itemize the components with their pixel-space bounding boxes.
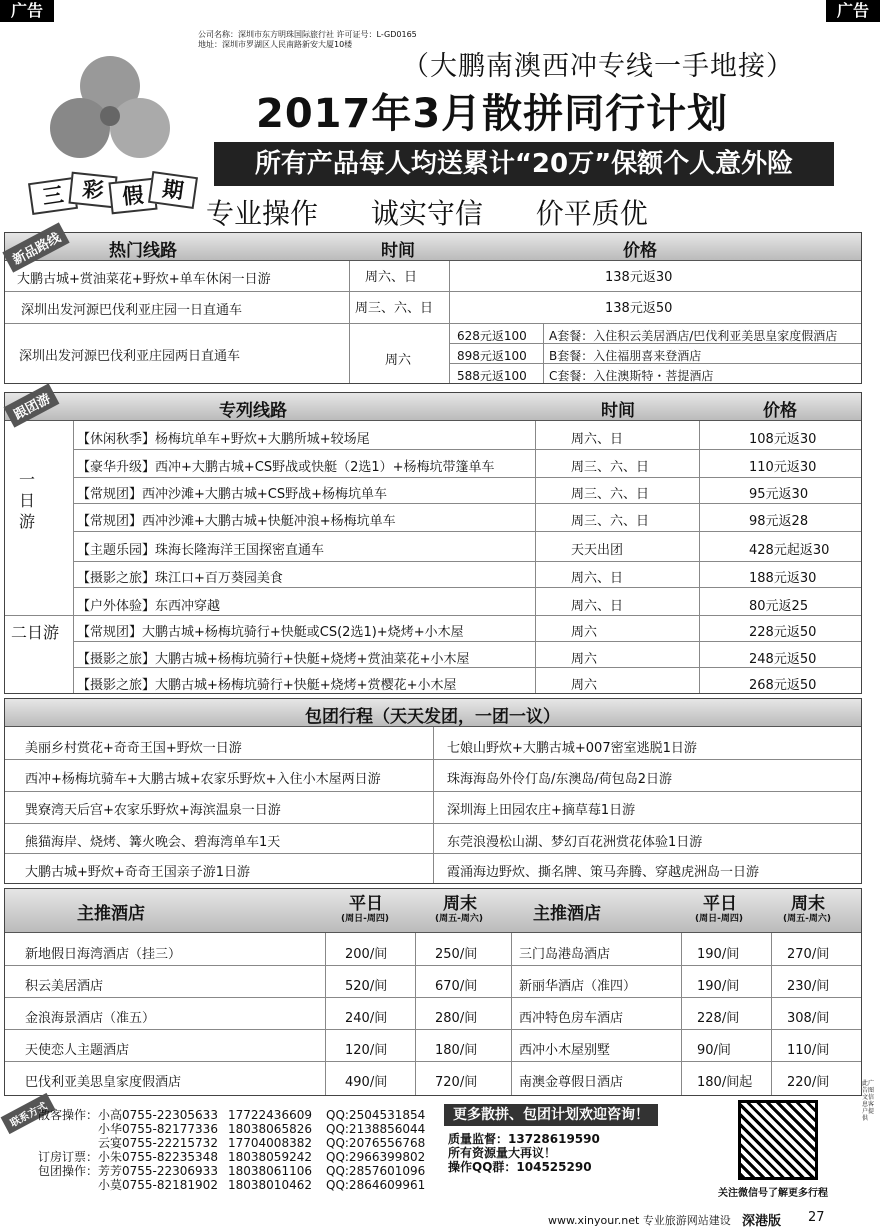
route-name: 【摄影之旅】大鹏古城+杨梅坑骑行+快艇+烧烤+赏油菜花+小木屋 [77, 652, 470, 667]
company-name: 公司名称：深圳市东方明珠国际旅行社 许可证号：L-GD0165 [198, 30, 417, 39]
table-header [5, 393, 861, 421]
route-time: 周六、日 [571, 599, 624, 614]
contact-mobile: 18038010462 [228, 1178, 312, 1192]
route-price: 98元返28 [749, 514, 809, 529]
contact-name: 散客操作：小高0755-22305633 [38, 1108, 218, 1122]
two-day-label: 二日游 [11, 623, 60, 642]
hotel-header-left: 主推酒店 [77, 904, 145, 924]
contact-name: 小莫0755-82181902 [98, 1178, 218, 1192]
weekend-sub: (周五-周六) [435, 914, 483, 924]
hotel-name: 南澳金尊假日酒店 [519, 1075, 624, 1090]
contact-mobile: 17704008382 [228, 1136, 312, 1150]
hotel-name: 新丽华酒店（准四） [519, 979, 637, 994]
route-time: 周三、六、日 [571, 460, 650, 475]
weekend-sub: (周五-周六) [783, 914, 831, 924]
route-name: 大鹏古城+赏油菜花+野炊+单车休闲一日游 [17, 272, 271, 287]
group-tour-tab: 跟团游 [4, 383, 60, 427]
col-header: 价格 [623, 241, 657, 261]
hotel-name: 西冲特色房车酒店 [519, 1011, 624, 1026]
side-note: 此广告图文信息客户提供 [862, 1080, 875, 1122]
new-routes-tab: 新品路线 [2, 222, 69, 272]
new-routes-table [4, 232, 862, 384]
route-time: 天天出团 [571, 543, 624, 558]
hotel-weekday: 190/间 [697, 947, 740, 962]
route-time: 周六、日 [571, 432, 624, 447]
route-time: 周六、日 [571, 571, 624, 586]
package-desc: B套餐：入住福朋喜来登酒店 [549, 349, 702, 363]
route-name: 【常规团】西冲沙滩+大鹏古城+快艇冲浪+杨梅坑单车 [77, 514, 396, 529]
route-time: 周六 [571, 625, 598, 640]
route-time: 周六 [571, 678, 598, 693]
route-name: 【摄影之旅】珠江口+百万葵园美食 [77, 571, 283, 586]
weekend-header: 周末 [443, 894, 477, 914]
hotel-weekend: 180/间 [435, 1043, 478, 1058]
route-price: 188元返30 [749, 571, 817, 586]
consult-banner: 更多散拼、包团计划欢迎咨询！ [444, 1104, 658, 1126]
hotel-name: 三门岛港岛酒店 [519, 947, 611, 962]
route-time: 周三、六、日 [571, 487, 650, 502]
charter-item: 巽寮湾天后宫+农家乐野炊+海滨温泉一日游 [25, 803, 281, 818]
table-header [5, 699, 861, 727]
route-time: 周三、六、日 [571, 514, 650, 529]
hotel-name: 积云美居酒店 [25, 979, 104, 994]
ad-label-left: 广告 [0, 0, 54, 22]
charter-title: 包团行程（天天发团，一团一议） [305, 707, 560, 727]
route-price: 248元返50 [749, 652, 817, 667]
contact-qq: QQ:2857601096 [326, 1164, 426, 1178]
route-time: 周六 [385, 353, 412, 368]
insurance-banner: 所有产品每人均送累计“20万”保额个人意外险 [214, 142, 834, 186]
hotel-weekend: 220/间 [787, 1075, 830, 1090]
route-name: 【主题乐园】珠海长隆海洋王国探密直通车 [77, 543, 325, 558]
page-number: 27 [808, 1210, 825, 1225]
col-header: 价格 [763, 401, 797, 421]
hotel-weekend: 670/间 [435, 979, 478, 994]
table-header [5, 889, 861, 933]
contact-name: 包团操作：芳芳0755-22306933 [38, 1164, 218, 1178]
hotel-weekend: 308/间 [787, 1011, 830, 1026]
weekday-header: 平日 [349, 894, 383, 914]
charter-item: 七娘山野炊+大鹏古城+007密室逃脱1日游 [447, 741, 697, 756]
route-price: 80元返25 [749, 599, 809, 614]
route-price: 428元起返30 [749, 543, 830, 558]
route-name: 深圳出发河源巴伐利亚庄园两日直通车 [19, 349, 241, 364]
resources-note: 所有资源量大再议！ [448, 1146, 557, 1160]
hotel-name: 天使恋人主题酒店 [25, 1043, 130, 1058]
hotel-weekend: 720/间 [435, 1075, 478, 1090]
clover-logo [36, 44, 184, 174]
route-price: 138元返50 [605, 301, 673, 316]
route-name: 【休闲秋季】杨梅坑单车+野炊+大鹏所城+较场尾 [77, 432, 370, 447]
hotel-weekday: 490/间 [345, 1075, 388, 1090]
group-tour-table [4, 392, 862, 694]
ad-label-right: 广告 [826, 0, 880, 22]
route-name: 【豪华升级】西冲+大鹏古城+CS野战或快艇（2选1）+杨梅坑带篷单车 [77, 460, 495, 475]
col-header: 热门线路 [109, 241, 177, 261]
contact-name: 订房订票：小朱0755-82235348 [38, 1150, 218, 1164]
charter-table [4, 698, 862, 884]
col-header: 时间 [601, 401, 635, 421]
hotel-table [4, 888, 862, 1096]
hotel-name: 巴伐利亚美思皇家度假酒店 [25, 1075, 182, 1090]
contact-qq: QQ:2864609961 [326, 1178, 426, 1192]
contact-mobile: 17722436609 [228, 1108, 312, 1122]
contact-qq: QQ:2504531854 [326, 1108, 426, 1122]
contact-qq: QQ:2076556768 [326, 1136, 426, 1150]
brand-char: 假 [108, 178, 157, 215]
package-desc: A套餐：入住积云美居酒店/巴伐利亚美思皇家度假酒店 [549, 329, 838, 343]
route-name: 【摄影之旅】大鹏古城+杨梅坑骑行+快艇+烧烤+赏樱花+小木屋 [77, 678, 457, 693]
route-name: 【常规团】西冲沙滩+大鹏古城+CS野战+杨梅坑单车 [77, 487, 388, 502]
hotel-weekend: 250/间 [435, 947, 478, 962]
footer-site: www.xinyour.net 专业旅游网站建设 [548, 1214, 731, 1227]
hotel-weekday: 90/间 [697, 1043, 731, 1058]
charter-item: 熊猫海岸、烧烤、篝火晚会、碧海湾单车1天 [25, 835, 281, 850]
package-price: 898元返100 [457, 349, 527, 363]
qr-code[interactable] [738, 1100, 818, 1180]
weekday-header: 平日 [703, 894, 737, 914]
page-title: 2017年3月散拼同行计划 [256, 91, 729, 137]
route-time: 周六 [571, 652, 598, 667]
hotel-weekday: 240/间 [345, 1011, 388, 1026]
contact-name: 云宴0755-22215732 [98, 1136, 218, 1150]
charter-item: 东莞浪漫松山湖、梦幻百花洲赏花体验1日游 [447, 835, 703, 850]
route-name: 深圳出发河源巴伐利亚庄园一日直通车 [21, 303, 243, 318]
contact-mobile: 18038059242 [228, 1150, 312, 1164]
weekday-sub: (周日-周四) [695, 914, 743, 924]
hotel-name: 西冲小木屋别墅 [519, 1043, 611, 1058]
package-desc: C套餐：入住澳斯特・菩提酒店 [549, 369, 714, 383]
hotel-weekday: 120/间 [345, 1043, 388, 1058]
hotel-weekend: 110/间 [787, 1043, 830, 1058]
footer-edition: 深港版 [742, 1214, 782, 1229]
qq-group: 操作QQ群：104525290 [448, 1160, 592, 1174]
table-header [5, 233, 861, 261]
route-price: 228元返50 [749, 625, 817, 640]
hotel-name: 新地假日海湾酒店（挂三） [25, 947, 182, 962]
hotel-weekend: 270/间 [787, 947, 830, 962]
one-day-label: 一日游 [19, 470, 36, 531]
route-price: 110元返30 [749, 460, 817, 475]
hotel-weekday: 228/间 [697, 1011, 740, 1026]
contact-mobile: 18038061106 [228, 1164, 312, 1178]
route-price: 108元返30 [749, 432, 817, 447]
hotel-weekend: 280/间 [435, 1011, 478, 1026]
contact-name: 小华0755-82177336 [98, 1122, 218, 1136]
hotel-weekday: 180/间起 [697, 1075, 753, 1090]
charter-item: 珠海海岛外伶仃岛/东澳岛/荷包岛2日游 [447, 772, 673, 787]
route-time: 周六、日 [365, 270, 418, 285]
weekend-header: 周末 [791, 894, 825, 914]
route-name: 【常规团】大鹏古城+杨梅坑骑行+快艇或CS(2选1)+烧烤+小木屋 [77, 625, 464, 640]
company-address: 地址：深圳市罗湖区人民南路新安大厦10楼 [198, 40, 353, 49]
charter-item: 深圳海上田园农庄+摘草莓1日游 [447, 803, 636, 818]
hotel-header-right: 主推酒店 [533, 904, 601, 924]
hotel-weekday: 200/间 [345, 947, 388, 962]
route-price: 95元返30 [749, 487, 809, 502]
charter-item: 西冲+杨梅坑骑车+大鹏古城+农家乐野炊+入住小木屋两日游 [25, 772, 381, 787]
brand-char: 期 [148, 171, 198, 209]
brand-char: 三 [28, 177, 78, 215]
brand-logo [28, 172, 192, 212]
route-time: 周三、六、日 [355, 301, 434, 316]
contact-mobile: 18038065826 [228, 1122, 312, 1136]
weekday-sub: (周日-周四) [341, 914, 389, 924]
charter-item: 霞涌海边野炊、撕名牌、策马奔腾、穿越虎洲岛一日游 [447, 865, 760, 880]
col-header: 时间 [381, 241, 415, 261]
hotel-weekend: 230/间 [787, 979, 830, 994]
slogans: 专业操作 诚实守信 价平质优 [206, 197, 648, 230]
col-header: 专列线路 [219, 401, 287, 421]
contact-qq: QQ:2966399802 [326, 1150, 426, 1164]
package-price: 588元返100 [457, 369, 527, 383]
hotel-weekday: 520/间 [345, 979, 388, 994]
package-price: 628元返100 [457, 329, 527, 343]
hotel-name: 金浪海景酒店（准五） [25, 1011, 156, 1026]
route-price: 138元返30 [605, 270, 673, 285]
header-subtitle: （大鹏南澳西冲专线一手地接） [402, 51, 794, 82]
brand-char: 彩 [68, 172, 117, 209]
route-name: 【户外体验】东西冲穿越 [77, 599, 221, 614]
quality-supervision: 质量监督：13728619590 [448, 1132, 600, 1146]
charter-item: 大鹏古城+野炊+奇奇王国亲子游1日游 [25, 865, 251, 880]
contact-qq: QQ:2138856044 [326, 1122, 426, 1136]
qr-caption: 关注微信号了解更多行程 [718, 1188, 828, 1199]
contacts-tab: 联系方式 [1, 1093, 56, 1134]
charter-item: 美丽乡村赏花+奇奇王国+野炊一日游 [25, 741, 242, 756]
route-price: 268元返50 [749, 678, 817, 693]
hotel-weekday: 190/间 [697, 979, 740, 994]
